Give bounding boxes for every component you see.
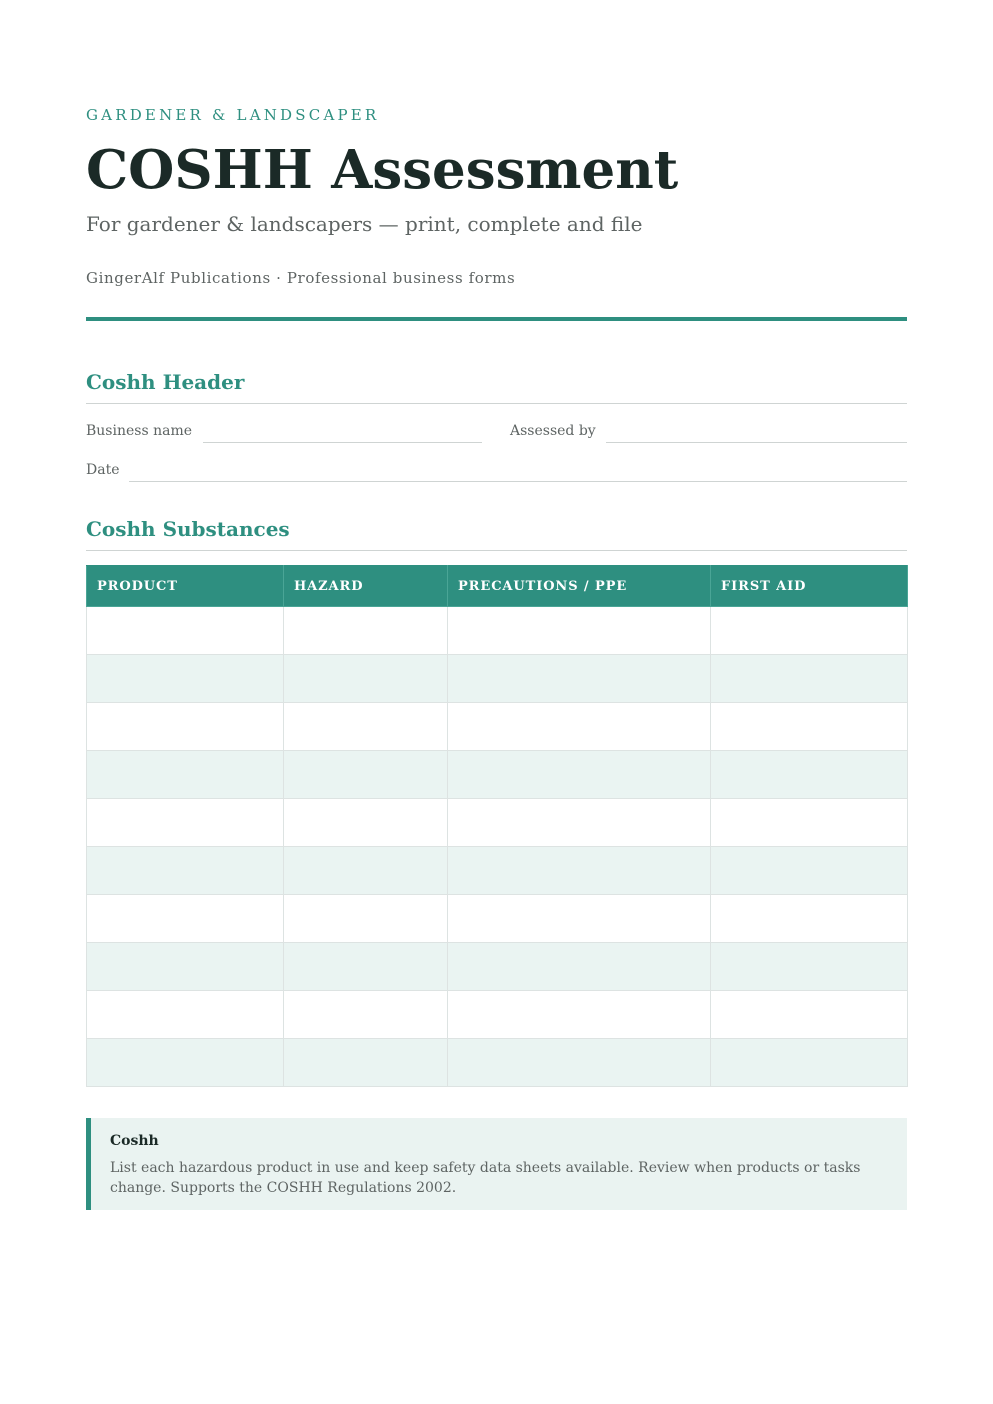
cell-hazard[interactable] bbox=[284, 847, 448, 895]
table-row bbox=[87, 895, 908, 943]
cell-hazard[interactable] bbox=[284, 943, 448, 991]
table-row bbox=[87, 703, 908, 751]
cell-first-aid[interactable] bbox=[711, 991, 908, 1039]
cell-first-aid[interactable] bbox=[711, 751, 908, 799]
note-title: Coshh bbox=[110, 1133, 159, 1149]
cell-first-aid[interactable] bbox=[711, 847, 908, 895]
cell-precautions-ppe[interactable] bbox=[448, 607, 711, 655]
table-row bbox=[87, 655, 908, 703]
section-divider bbox=[86, 403, 907, 404]
table-row bbox=[87, 847, 908, 895]
cell-hazard[interactable] bbox=[284, 1039, 448, 1087]
cell-first-aid[interactable] bbox=[711, 799, 908, 847]
section-divider bbox=[86, 550, 907, 551]
publisher-line: GingerAlf Publications · Professional business forms bbox=[86, 269, 516, 287]
table-header-row bbox=[87, 566, 908, 607]
section-title-coshh-header: Coshh Header bbox=[86, 370, 245, 394]
note-body: List each hazardous product in use and keep safety data sheets available. Review when products or tasks change. Supports the COSHH Regulations 2002. bbox=[110, 1160, 861, 1196]
cell-hazard[interactable] bbox=[284, 895, 448, 943]
cell-precautions-ppe[interactable] bbox=[448, 991, 711, 1039]
substances-table bbox=[86, 565, 908, 1087]
cell-hazard[interactable] bbox=[284, 655, 448, 703]
info-note bbox=[86, 1118, 907, 1210]
business-name-field[interactable] bbox=[203, 442, 482, 443]
cell-precautions-ppe[interactable] bbox=[448, 703, 711, 751]
cell-hazard[interactable] bbox=[284, 607, 448, 655]
cell-hazard[interactable] bbox=[284, 703, 448, 751]
cell-precautions-ppe[interactable] bbox=[448, 943, 711, 991]
cell-precautions-ppe[interactable] bbox=[448, 751, 711, 799]
cell-first-aid[interactable] bbox=[711, 943, 908, 991]
cell-precautions-ppe[interactable] bbox=[448, 895, 711, 943]
cell-precautions-ppe[interactable] bbox=[448, 799, 711, 847]
cell-precautions-ppe[interactable] bbox=[448, 1039, 711, 1087]
cell-product[interactable] bbox=[87, 943, 284, 991]
assessed-by-field[interactable] bbox=[606, 442, 907, 443]
cell-product[interactable] bbox=[87, 991, 284, 1039]
table-row bbox=[87, 1039, 908, 1087]
cell-hazard[interactable] bbox=[284, 751, 448, 799]
section-title-coshh-substances: Coshh Substances bbox=[86, 517, 290, 541]
cell-product[interactable] bbox=[87, 751, 284, 799]
cell-hazard[interactable] bbox=[284, 991, 448, 1039]
cell-first-aid[interactable] bbox=[711, 703, 908, 751]
business-name-label: Business name bbox=[86, 423, 193, 439]
cell-product[interactable] bbox=[87, 655, 284, 703]
cell-product[interactable] bbox=[87, 799, 284, 847]
column-header-precautions-ppe: PRECAUTIONS / PPE bbox=[448, 566, 711, 607]
header-divider bbox=[86, 317, 907, 321]
assessed-by-label: Assessed by bbox=[510, 423, 596, 439]
cell-first-aid[interactable] bbox=[711, 607, 908, 655]
cell-product[interactable] bbox=[87, 1039, 284, 1087]
cell-first-aid[interactable] bbox=[711, 1039, 908, 1087]
page-title: COSHH Assessment bbox=[86, 139, 679, 201]
table-row bbox=[87, 799, 908, 847]
table-row bbox=[87, 751, 908, 799]
cell-product[interactable] bbox=[87, 847, 284, 895]
substances-table-body bbox=[87, 607, 908, 1087]
table-row bbox=[87, 991, 908, 1039]
cell-first-aid[interactable] bbox=[711, 655, 908, 703]
cell-product[interactable] bbox=[87, 895, 284, 943]
cell-first-aid[interactable] bbox=[711, 895, 908, 943]
column-header-hazard: HAZARD bbox=[284, 566, 448, 607]
table-row bbox=[87, 943, 908, 991]
category-eyebrow: GARDENER & LANDSCAPER bbox=[86, 106, 380, 124]
page-subtitle: For gardener & landscapers — print, complete and file bbox=[86, 212, 643, 236]
column-header-product: PRODUCT bbox=[87, 566, 284, 607]
cell-hazard[interactable] bbox=[284, 799, 448, 847]
cell-product[interactable] bbox=[87, 703, 284, 751]
table-row bbox=[87, 607, 908, 655]
date-field[interactable] bbox=[129, 481, 907, 482]
column-header-first-aid: FIRST AID bbox=[711, 566, 908, 607]
date-label: Date bbox=[86, 462, 120, 478]
cell-precautions-ppe[interactable] bbox=[448, 847, 711, 895]
cell-product[interactable] bbox=[87, 607, 284, 655]
cell-precautions-ppe[interactable] bbox=[448, 655, 711, 703]
